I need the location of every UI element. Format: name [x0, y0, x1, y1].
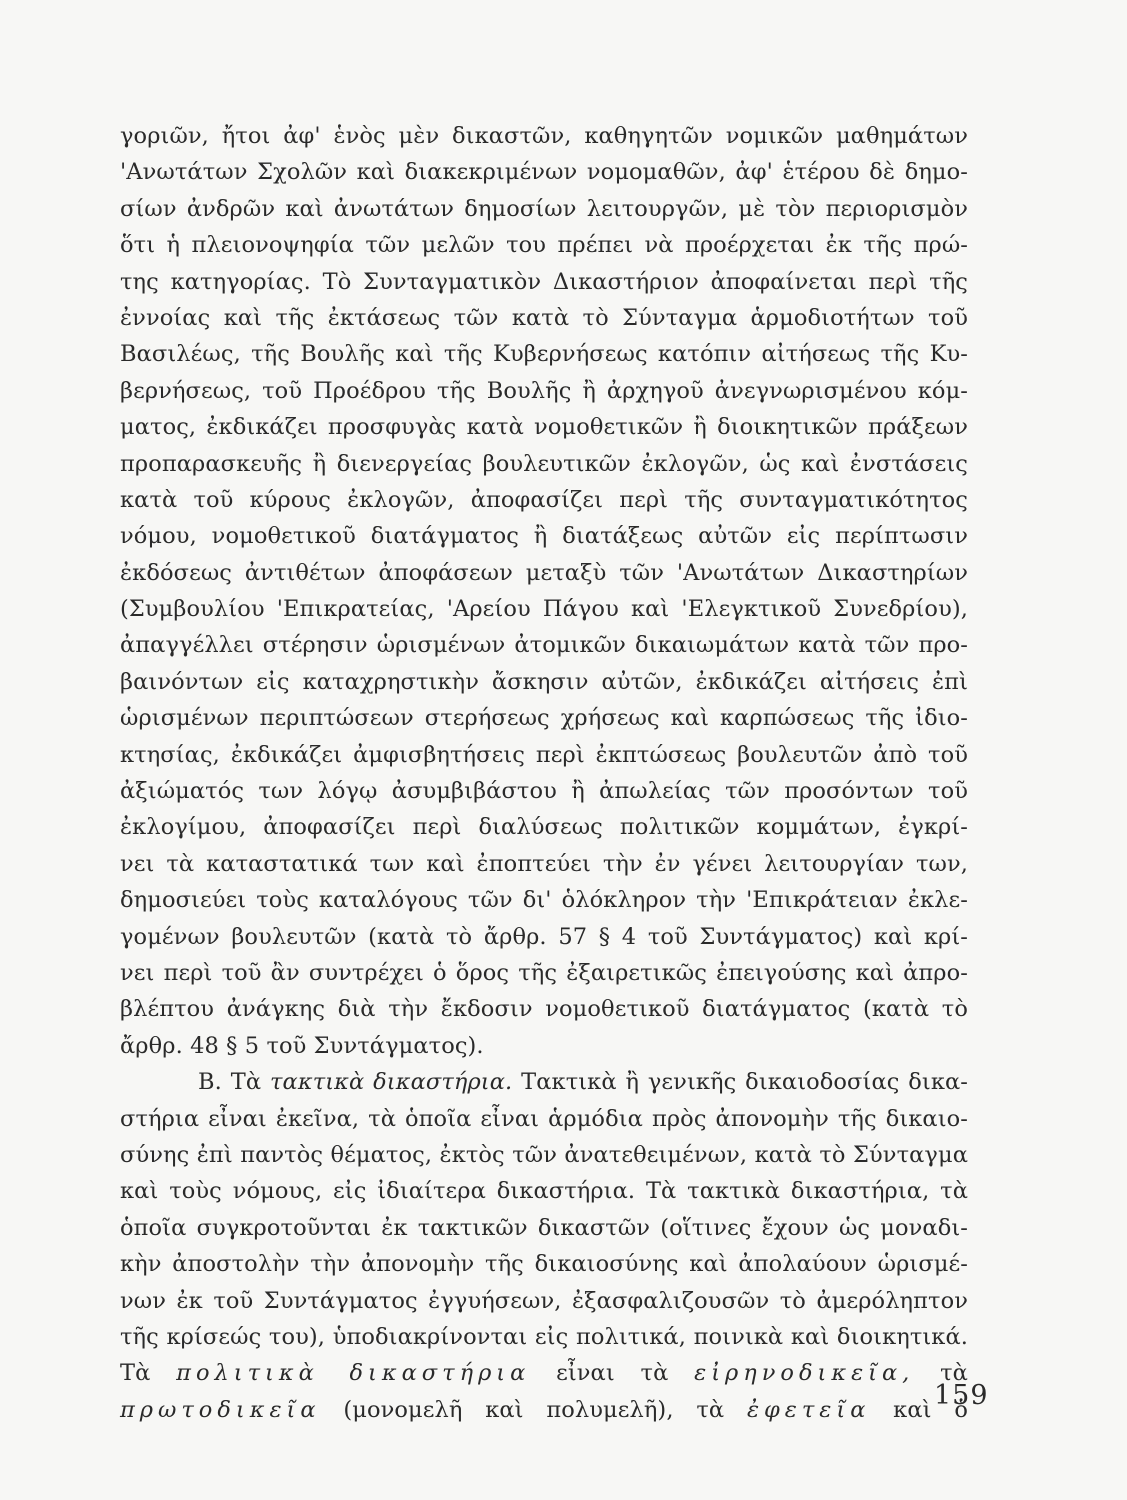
text-line: ἐκδόσεως ἀντιθέτων ἀποφάσεων μεταξὺ τῶν 'Ανωτάτων Δικαστηρίων	[120, 559, 968, 586]
final-b: (μονομελῆ καὶ πολυμελῆ), τὰ	[343, 1396, 725, 1423]
text-line: ὅτι ἡ πλειονοψηφία τῶν μελῶν του πρέπει νὰ προέρχεται ἐκ τῆς πρώ-	[120, 232, 968, 259]
magistrate-courts-term: εἰρηνοδικεῖα,	[694, 1360, 915, 1387]
text-line: Βασιλέως, τῆς Βουλῆς καὶ τῆς Κυβερνήσεως κατόπιν αἰτήσεως τῆς Κυ-	[120, 341, 968, 368]
text-line: τῆς κρίσεώς του), ὑποδιακρίνονται εἰς πολιτικά, ποινικὰ καὶ διοικητικά.	[120, 1323, 968, 1350]
final-line	[120, 1392, 968, 1428]
final-d: καὶ ὁ	[893, 1396, 968, 1423]
text-line: κατὰ τοῦ κύρους ἐκλογῶν, ἀποφασίζει περὶ τῆς συνταγματικότητος	[120, 486, 968, 513]
text-line: σύνης ἐπὶ παντὸς θέματος, ἐκτὸς τῶν ἀνατεθειμένων, κατὰ τὸ Σύνταγμα	[120, 1141, 968, 1168]
section-b-heading-line	[120, 1064, 968, 1100]
text-line: καὶ τοὺς νόμους, εἰς ἰδιαίτερα δικαστήρια. Τὰ τακτικὰ δικαστήρια, τὰ	[120, 1178, 968, 1205]
civil-e: τὰ	[940, 1360, 968, 1387]
civil-courts-term: πολιτικὰ δικαστήρια	[176, 1360, 531, 1387]
text-line: ὡρισμένων περιπτώσεων στερήσεως χρήσεως καὶ καρπώσεως τῆς ἰδιο-	[120, 705, 968, 732]
section-b-rest: Τακτικὰ ἢ γενικῆς δικαιοδοσίας δικα-	[521, 1069, 969, 1096]
text-line: βαινόντων εἰς καταχρηστικὴν ἄσκησιν αὐτῶν, ἐκδικάζει αἰτήσεις ἐπὶ	[120, 668, 968, 695]
first-instance-courts-term: πρωτοδικεῖα	[120, 1396, 321, 1423]
text-line: κτησίας, ἐκδικάζει ἀμφισβητήσεις περὶ ἐκπτώσεως βουλευτῶν ἀπὸ τοῦ	[120, 741, 968, 768]
text-line: ἀξιώματός των λόγῳ ἀσυμβιβάστου ἢ ἀπωλείας τῶν προσόντων τοῦ	[120, 778, 968, 805]
text-line: ἐκλογίμου, ἀποφασίζει περὶ διαλύσεως πολιτικῶν κομμάτων, ἐγκρί-	[120, 814, 968, 841]
text-line: ἐννοίας καὶ τῆς ἐκτάσεως τῶν κατὰ τὸ Σύνταγμα ἁρμοδιοτήτων τοῦ	[120, 304, 968, 331]
text-line: νει τὰ καταστατικά των καὶ ἐποπτεύει τὴν ἐν γένει λειτουργίαν των,	[120, 850, 968, 877]
text-line: δημοσιεύει τοὺς καταλόγους τῶν δι' ὁλόκληρον τὴν 'Επικράτειαν ἐκλε-	[120, 887, 968, 914]
civil-a: Τὰ	[120, 1360, 151, 1387]
text-line: σίων ἀνδρῶν καὶ ἀνωτάτων δημοσίων λειτουργῶν, μὲ τὸν περιορισμὸν	[120, 195, 968, 222]
text-line: νει περὶ τοῦ ἂν συντρέχει ὁ ὅρος τῆς ἐξαιρετικῶς ἐπειγούσης καὶ ἀπρο-	[120, 959, 968, 986]
page-number: 159	[934, 1380, 989, 1411]
civil-c: εἶναι τὰ	[556, 1360, 669, 1387]
text-line: στήρια εἶναι ἐκεῖνα, τὰ ὁποῖα εἶναι ἁρμόδια πρὸς ἀπονομὴν τῆς δικαιο-	[120, 1105, 968, 1132]
civil-courts-line	[120, 1355, 968, 1391]
text-line: προπαρασκευῆς ἢ διενεργείας βουλευτικῶν ἐκλογῶν, ὡς καὶ ἐνστάσεις	[120, 450, 968, 477]
appeal-courts-term: ἐφετεῖα	[746, 1396, 871, 1423]
text-line: βερνήσεως, τοῦ Προέδρου τῆς Βουλῆς ἢ ἀρχηγοῦ ἀνεγνωρισμένου κόμ-	[120, 377, 968, 404]
section-b-lead: Β. Τὰ	[198, 1069, 262, 1096]
text-line: 'Ανωτάτων Σχολῶν καὶ διακεκριμένων νομομαθῶν, ἀφ' ἑτέρου δὲ δημο-	[120, 159, 968, 186]
text-line: νόμου, νομοθετικοῦ διατάγματος ἢ διατάξεως αὐτῶν εἰς περίπτωσιν	[120, 523, 968, 550]
body-text	[120, 118, 968, 1428]
text-line: ἀπαγγέλλει στέρησιν ὡρισμένων ἀτομικῶν δικαιωμάτων κατὰ τῶν προ-	[120, 632, 968, 659]
section-b-title: τακτικὰ δικαστήρια.	[270, 1069, 513, 1096]
text-line: ματος, ἐκδικάζει προσφυγὰς κατὰ νομοθετικῶν ἢ διοικητικῶν πράξεων	[120, 414, 968, 441]
paragraph-end-line: ἄρθρ. 48 § 5 τοῦ Συντάγματος).	[120, 1032, 484, 1059]
text-line: της κατηγορίας. Τὸ Συνταγματικὸν Δικαστήριον ἀποφαίνεται περὶ τῆς	[120, 268, 968, 295]
text-line: ὁποῖα συγκροτοῦνται ἐκ τακτικῶν δικαστῶν (οἵτινες ἔχουν ὡς μοναδι-	[120, 1214, 968, 1241]
text-line: γομένων βουλευτῶν (κατὰ τὸ ἄρθρ. 57 § 4 τοῦ Συντάγματος) καὶ κρί-	[120, 923, 968, 950]
text-line: γοριῶν, ἤτοι ἀφ' ἑνὸς μὲν δικαστῶν, καθηγητῶν νομικῶν μαθημάτων	[120, 123, 968, 149]
text-line: βλέπτου ἀνάγκης διὰ τὴν ἔκδοσιν νομοθετικοῦ διατάγματος (κατὰ τὸ	[120, 996, 968, 1023]
text-line: κὴν ἀποστολὴν τὴν ἀπονομὴν τῆς δικαιοσύνης καὶ ἀπολαύουν ὡρισμέ-	[120, 1251, 968, 1278]
text-line: νων ἐκ τοῦ Συντάγματος ἐγγυήσεων, ἐξασφαλιζουσῶν τὸ ἀμερόληπτον	[120, 1287, 968, 1314]
text-line: (Συμβουλίου 'Επικρατείας, 'Αρείου Πάγου καὶ 'Ελεγκτικοῦ Συνεδρίου),	[120, 596, 968, 623]
